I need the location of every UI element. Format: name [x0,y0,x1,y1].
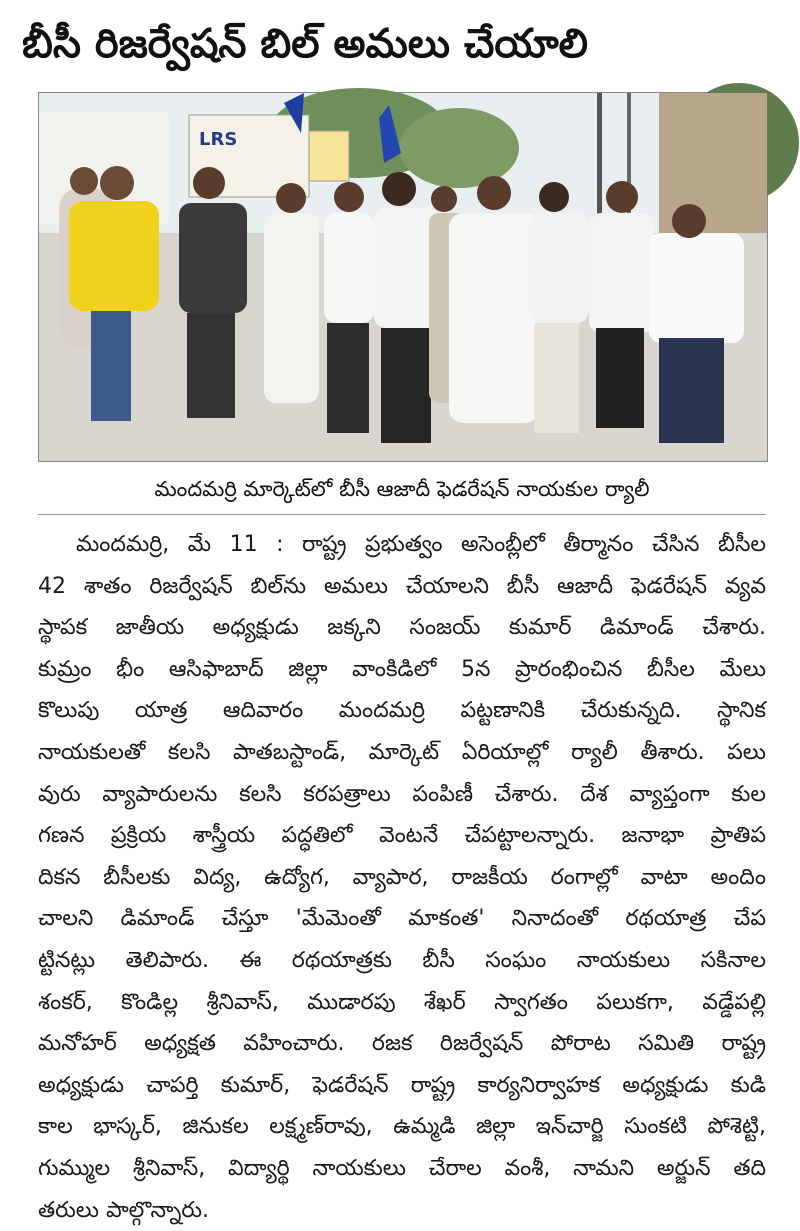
article-line: మందమర్రి, మే 11 : రాష్ట్ర ప్రభుత్వం అసెంబ్లీలో తీర్మానం చేసిన బీసీల [38,524,766,566]
news-photo [38,92,768,462]
article-line: నాయకులతో కలసి పాతబస్టాండ్, మార్కెట్ ఏరియాల్లో ర్యాలీ తీశారు. పలు [38,732,766,774]
article-line: కాల భాస్కర్, జినుకల లక్ష్మణ్‌రావు, ఉమ్మడి జిల్లా ఇన్‌చార్జి సుంకటి పోశెట్టి, [38,1106,766,1148]
banner-text: LRS [199,129,237,150]
article-line: మనోహర్ అధ్యక్షత వహించారు. రజక రిజర్వేషన్ పోరాట సమితి రాష్ట్ర [38,1023,766,1065]
article-line: వురు వ్యాపారులను కలసి కరపత్రాలు పంపిణీ చేశారు. దేశ వ్యాప్తంగా కుల [38,774,766,816]
caption-divider [38,514,766,515]
article-line: తరులు పాల్గొన్నారు. [38,1190,766,1231]
headline: బీసీ రిజర్వేషన్ బిల్ అమలు చేయాలి [22,10,782,78]
article-line: చాలని డిమాండ్ చేస్తూ 'మేమెంతో మాకంత' నినాదంతో రథయాత్ర చేప [38,898,766,940]
article-line: ట్టినట్లు తెలిపారు. ఈ రథయాత్రకు బీసీ సంఘం నాయకులు సకినాల [38,940,766,982]
article-body [38,524,766,1201]
article-line: స్థాపక జాతీయ అధ్యక్షుడు జక్కని సంజయ్ కుమార్ డిమాండ్ చేశారు. [38,607,766,649]
photo-caption: మందమర్రి మార్కెట్‌లో బీసీ ఆజాదీ ఫెడరేషన్ నాయకుల ర్యాలీ [38,466,766,512]
article-line: గణన ప్రక్రియ శాస్త్రీయ పద్ధతిలో వెంటనే చేపట్టాలన్నారు. జనాభా ప్రాతిప [38,815,766,857]
article-line: శంకర్, కొండిల్ల శ్రీనివాస్, ముడారపు శేఖర్ స్వాగతం పలుకగా, వడ్డేపల్లి [38,982,766,1024]
article-line: గుమ్ముల శ్రీనివాస్, విద్యార్థి నాయకులు చేరాల వంశీ, నామని అర్జున్ తది [38,1148,766,1190]
article-line: అధ్యక్షుడు చాపర్తి కుమార్, ఫెడరేషన్ రాష్ట్ర కార్యనిర్వాహక అధ్యక్షుడు కుడి [38,1065,766,1107]
article-line: కొలుపు యాత్ర ఆదివారం మందమర్రి పట్టణానికి చేరుకున్నది. స్థానిక [38,690,766,732]
article-line: కుమ్రం భీం ఆసిఫాబాద్ జిల్లా వాంకిడిలో 5న ప్రారంభించిన బీసీల మేలు [38,649,766,691]
article-line: 42 శాతం రిజర్వేషన్ బిల్‌ను అమలు చేయాలని బీసీ ఆజాదీ ఫెడరేషన్ వ్యవ [38,566,766,608]
article-line: దికన బీసీలకు విద్య, ఉద్యోగ, వ్యాపార, రాజకీయ రంగాల్లో వాటా అందిం [38,857,766,899]
